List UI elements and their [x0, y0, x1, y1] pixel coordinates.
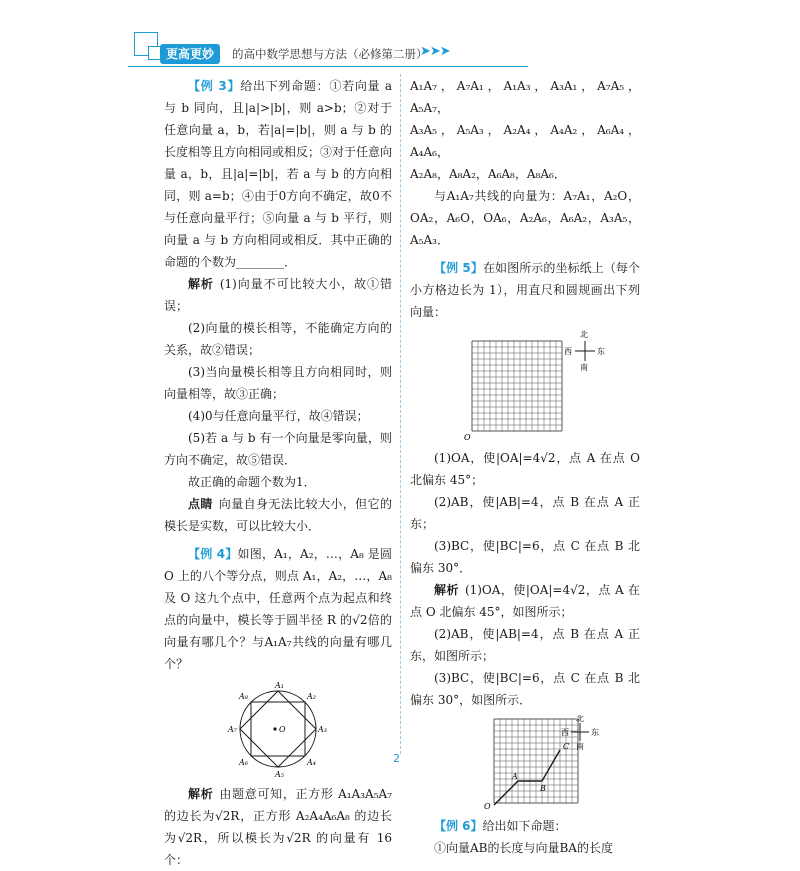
example-5 [410, 257, 640, 323]
vector-bc [542, 750, 560, 781]
solution-4: 解析 由题意可知，正方形 A₁A₃A₅A₇ 的边长为√2R，正方形 A₂A₄A₆A₈ 的边长为√2R，所以模长为√2R 的向量有 16 个： [164, 787, 392, 867]
compass-rose-1 [564, 329, 605, 372]
center-point [273, 727, 276, 730]
solution-3-line-2: (2)向量的模长相等，不能确定方向的关系，故②错误； [164, 321, 392, 357]
collinear-vectors: 与A₁A₇共线的向量为：A₇A₁，A₂O，OA₂，A₆O，OA₆，A₂A₆，A₆A₂，A₃A₅，A₅A₃． [410, 189, 640, 247]
question-5-2: (2)AB，使|AB|=4，点 B 在点 A 正东； [410, 495, 640, 531]
solution-3-conclusion: 故正确的命题个数为1． [188, 475, 316, 489]
compass-east-2: 东 [591, 728, 599, 737]
label-a5: A₅ [275, 770, 284, 779]
example-6 [410, 815, 640, 837]
label-a2: A₂ [307, 692, 316, 701]
example-6-q1: ①向量AB的长度与向量BA的长度 [434, 841, 613, 855]
right-column [410, 75, 640, 859]
solution-5-label: 解析 [434, 583, 459, 597]
point-a-label: A [512, 772, 518, 781]
vector-list-line-2: A₃A₅，A₅A₃，A₂A₄，A₄A₂，A₆A₄，A₄A₆， [410, 123, 640, 159]
compass-north-2: 北 [576, 715, 584, 723]
example-5-text: 在如图所示的坐标纸上（每个小方格边长为 1），用直尺和圆规画出下列向量： [410, 261, 640, 319]
vector-list-line-1: A₁A₇，A₇A₁，A₁A₃，A₃A₁，A₇A₅，A₅A₇， [410, 79, 640, 115]
compass-south-2: 南 [576, 742, 584, 751]
label-a8: A₈ [239, 692, 248, 701]
series-logo: 更高更妙 [160, 44, 220, 64]
label-a6: A₆ [239, 758, 248, 767]
column-divider [400, 74, 401, 754]
grid-figure-empty [440, 327, 610, 443]
tip-label: 点睛 [188, 497, 213, 511]
left-column [164, 75, 392, 871]
grid-figure-solution [440, 715, 610, 811]
origin-label: O [464, 433, 471, 442]
example-3 [164, 75, 392, 273]
compass-east: 东 [597, 347, 605, 356]
solution-label: 解析 [188, 277, 214, 291]
solution-3-line-3: (3)当向量模长相等且方向相同时，则向量相等，故③正确； [164, 365, 392, 401]
example-3-tag: 【例 3】 [188, 79, 241, 93]
solution-5-line-1: 解析 (1)OA，使|OA|=4√2，点 A 在点 O 北偏东 45°，如图所示； [410, 583, 640, 619]
compass-west-2: 西 [561, 728, 569, 737]
point-b-label: B [540, 784, 546, 793]
compass-west: 西 [564, 347, 572, 356]
page-header [0, 0, 800, 70]
solution-3-line-5: (5)若 a 与 b 有一个向量是零向量，则方向不确定，故⑤错误． [164, 431, 392, 467]
tip-3: 点睛 向量自身无法比较大小，但它的模长是实数，可以比较大小． [164, 497, 392, 533]
octagon-figure [223, 679, 333, 779]
header-rule [128, 66, 528, 67]
question-5-1: (1)OA，使|OA|=4√2，点 A 在点 O 北偏东 45°； [410, 451, 640, 487]
example-4-text: 如图，A₁，A₂，…，A₈ 是圆 O 上的八个等分点，则点 A₁，A₂，…，A₈ 及 O 这九个点中，任意两个点为起点和终点的向量中，模长等于圆半径 R 的√2倍的向量有哪几个？与A₁A₇共线的向量有哪几个？ [164, 547, 393, 671]
label-a1: A₁ [275, 681, 284, 690]
point-c-label: C [563, 742, 570, 751]
example-3-text: 给出下列命题：①若向量 a 与 b 同向，且|a|>|b|，则 a>b；②对于任意向量 a，b，若|a|=|b|，则 a 与 b 的长度相等且方向相同或相反；③对于任意向量 a，b，且|a|=|b|，若 a 与 b 的方向相同，则 a=b；④由于0方向不确定，故0不与任意向量平行；⑤向量 a 与 b 平行，则向量 a 与 b 方向相同或相反．其中正确的命题的个数为________． [164, 79, 393, 269]
solution-3-line-1: 解析 (1)向量不可比较大小，故①错误； [164, 277, 392, 313]
vector-list-line-3: A₂A₈，A₈A₂，A₆A₈，A₈A₆． [410, 167, 566, 181]
solution-5-line-2: (2)AB，使|AB|=4，点 B 在点 A 正东，如图所示； [410, 627, 640, 663]
label-o: O [279, 725, 286, 734]
origin-label-2: O [484, 802, 491, 811]
example-5-tag: 【例 5】 [434, 261, 483, 275]
book-title: 的高中数学思想与方法（必修第二册） [232, 47, 428, 61]
grid-1 [472, 341, 562, 431]
page-number: 2 [393, 752, 400, 765]
solution-5-line-3: (3)BC，使|BC|=6，点 C 在点 B 北偏东 30°，如图所示． [410, 671, 640, 707]
example-6-text: 给出如下命题： [482, 819, 567, 833]
compass-south: 南 [580, 363, 588, 372]
solution-3-line-4: (4)0与任意向量平行，故④错误； [188, 409, 369, 423]
label-a3: A₃ [318, 725, 327, 734]
example-4 [164, 543, 392, 675]
compass-north: 北 [580, 330, 588, 339]
label-a4: A₄ [307, 758, 316, 767]
question-5-3: (3)BC，使|BC|=6，点 C 在点 B 北偏东 30°． [410, 539, 640, 575]
label-a7: A₇ [228, 725, 237, 734]
solution-4-label: 解析 [188, 787, 214, 801]
example-6-tag: 【例 6】 [434, 819, 483, 833]
header-arrows-icon: ➤➤➤ [420, 44, 450, 59]
example-4-tag: 【例 4】 [188, 547, 238, 561]
